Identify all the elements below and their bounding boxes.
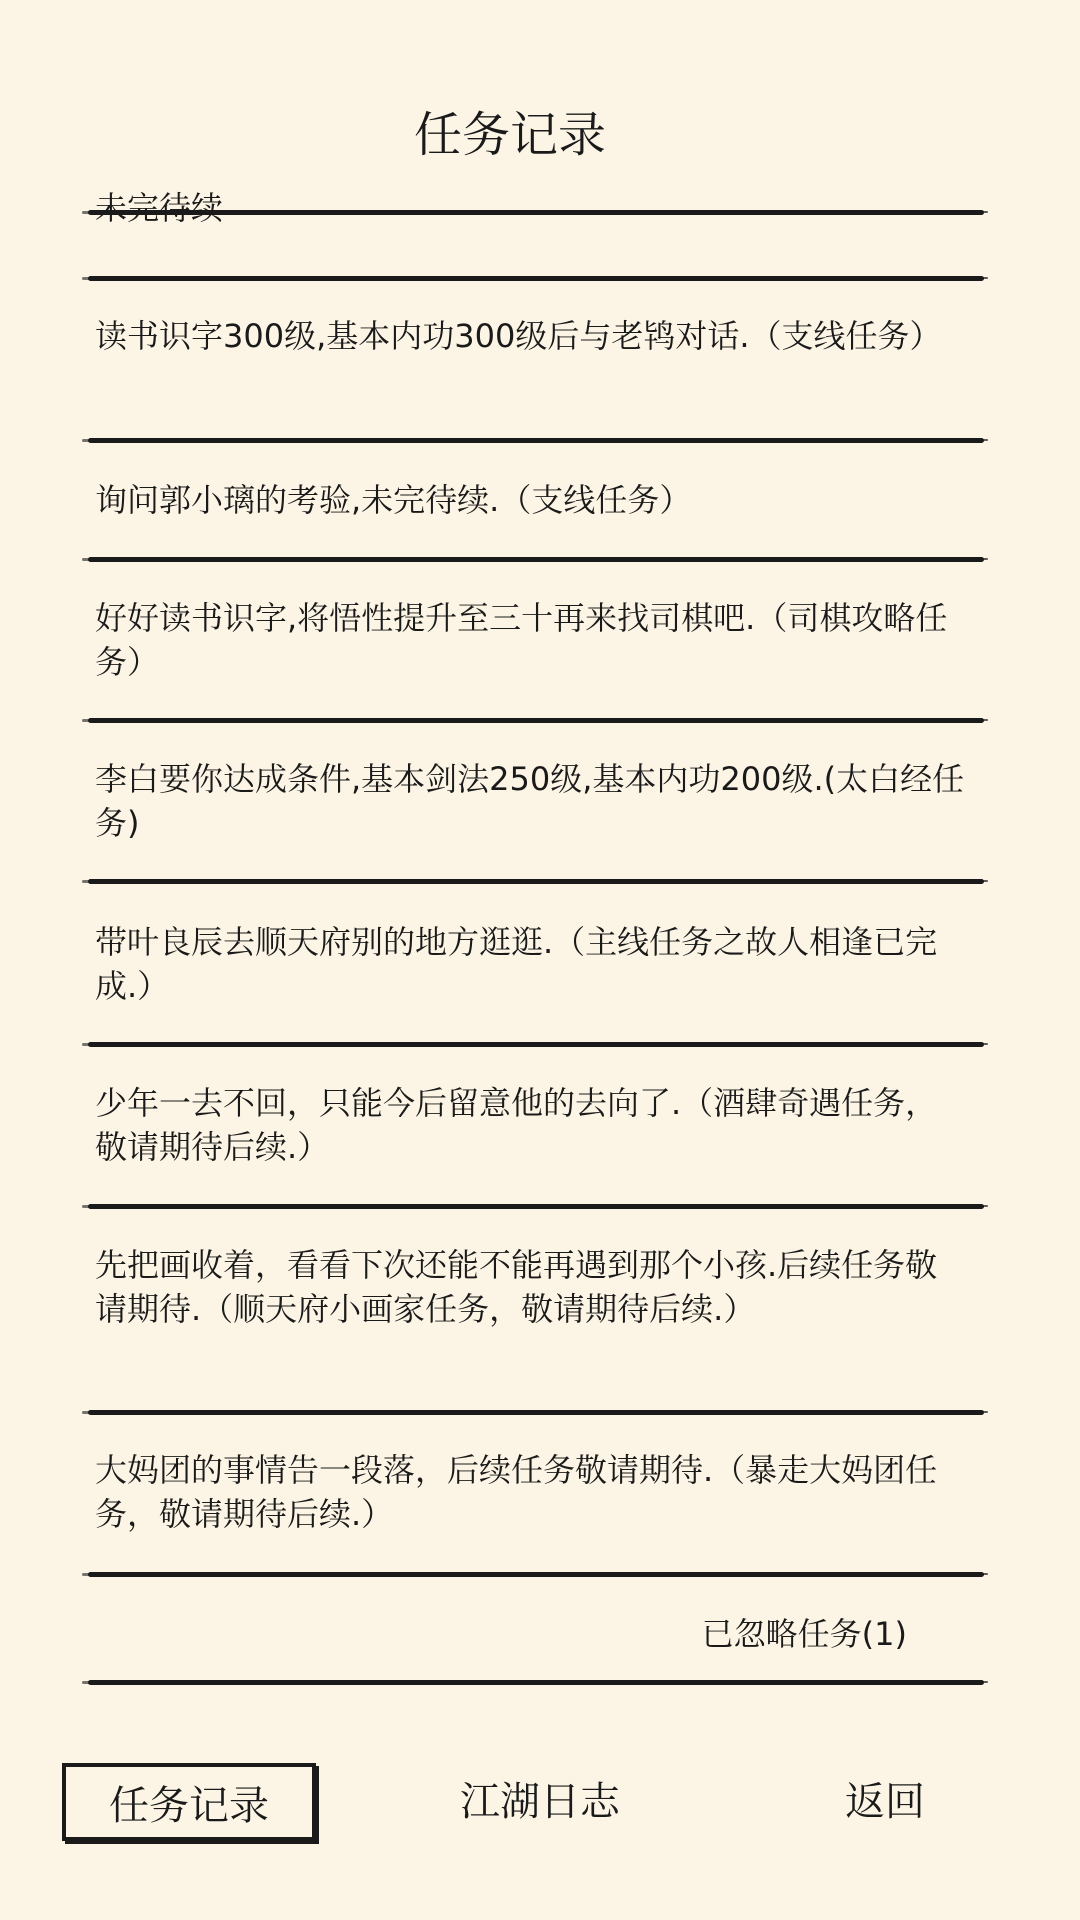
- list-item[interactable]: [95, 1243, 965, 1331]
- divider: [88, 276, 984, 281]
- page-title: 任务记录: [413, 107, 606, 163]
- ignored-quests-link[interactable]: 已忽略任务(1): [701, 1615, 907, 1653]
- list-item[interactable]: [95, 596, 965, 684]
- divider: [88, 438, 984, 443]
- list-item[interactable]: [95, 478, 965, 522]
- quest-text: 先把画收着，看看下次还能不能再遇到那个小孩.后续任务敬请期待.（顺天府小画家任务，敬请期待后续.）: [95, 1246, 938, 1328]
- divider: [88, 718, 984, 723]
- divider: [88, 557, 984, 562]
- divider: [88, 1680, 984, 1685]
- divider: [88, 1204, 984, 1209]
- list-item[interactable]: [95, 1081, 965, 1169]
- quest-text: 询问郭小璃的考验,未完待续.（支线任务）: [95, 481, 692, 519]
- list-item[interactable]: [95, 189, 965, 230]
- quest-text: 带叶良辰去顺天府别的地方逛逛.（主线任务之故人相逢已完成.）: [95, 923, 938, 1005]
- list-item[interactable]: [95, 1448, 965, 1536]
- list-item[interactable]: [95, 757, 965, 845]
- quest-text: 大妈团的事情告一段落，后续任务敬请期待.（暴走大妈团任务，敬请期待后续.）: [95, 1451, 938, 1533]
- divider: [88, 1042, 984, 1047]
- divider: [88, 1410, 984, 1415]
- quest-text: 未完待续: [95, 189, 224, 227]
- tab-quest-log[interactable]: 任务记录: [62, 1763, 316, 1841]
- quest-text: 李白要你达成条件,基本剑法250级,基本内功200级.(太白经任务): [95, 760, 965, 842]
- list-item[interactable]: [95, 314, 965, 358]
- quest-text: 好好读书识字,将悟性提升至三十再来找司棋吧.（司棋攻略任务）: [95, 599, 948, 681]
- tab-jianghu-journal[interactable]: 江湖日志: [460, 1779, 620, 1825]
- divider: [88, 879, 984, 884]
- quest-text: 少年一去不回，只能今后留意他的去向了.（酒肆奇遇任务，敬请期待后续.）: [95, 1084, 938, 1166]
- quest-text: 读书识字300级,基本内功300级后与老鸨对话.（支线任务）: [95, 317, 942, 355]
- back-button[interactable]: 返回: [845, 1779, 925, 1825]
- divider: [88, 1572, 984, 1577]
- list-item[interactable]: [95, 920, 965, 1008]
